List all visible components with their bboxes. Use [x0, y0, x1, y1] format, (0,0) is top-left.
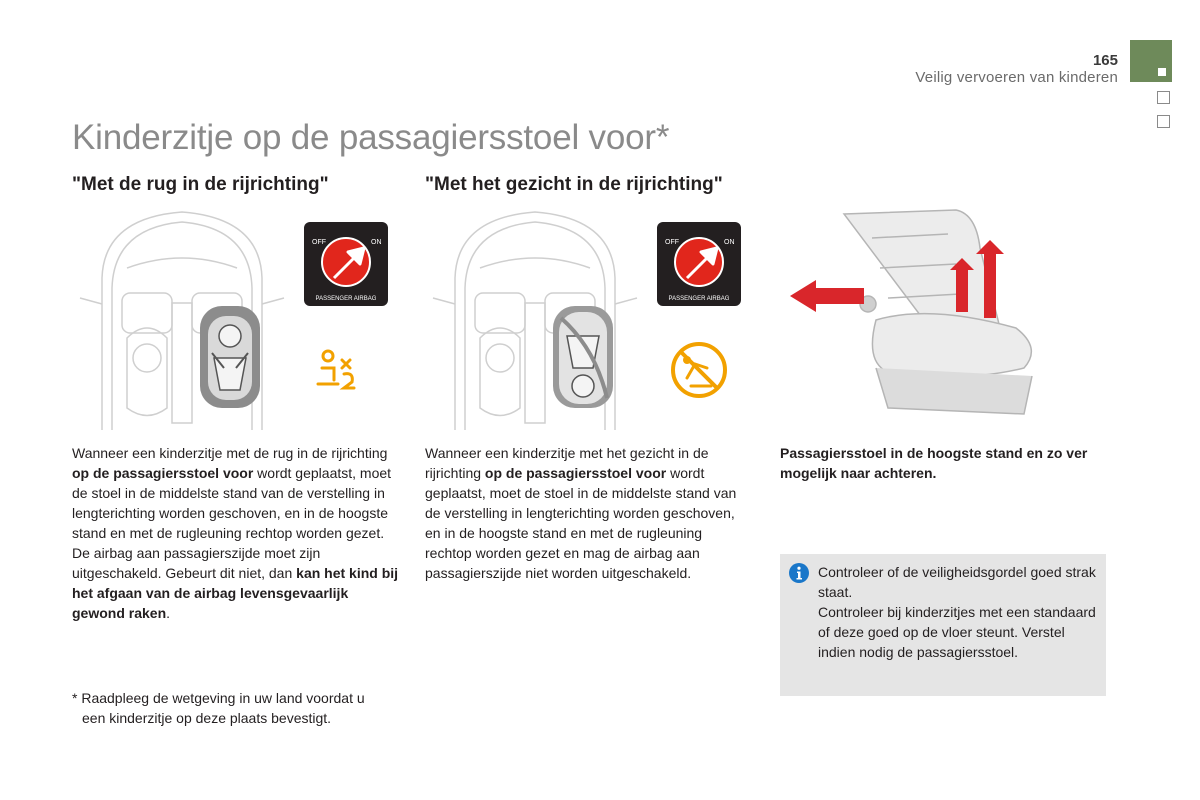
seat-position-caption: Passagiersstoel in de hoogste stand en zo ver mogelijk naar achteren. — [780, 445, 1088, 481]
rear-facing-instructions — [72, 443, 402, 623]
info-icon — [789, 563, 809, 583]
section-heading-rear-facing: "Met de rug in de rijrichting" — [72, 174, 329, 195]
airbag-on-label: ON — [371, 239, 382, 246]
page-title: Kinderzitje op de passagiersstoel voor* — [72, 118, 670, 157]
airbag-disabled-symbol-icon — [318, 351, 354, 388]
illustration-seat-adjustment — [780, 208, 1070, 418]
chapter-tab-box[interactable] — [1157, 91, 1170, 104]
child-seat-rear-icon — [200, 306, 260, 408]
forward-facing-instructions — [425, 443, 750, 583]
info-note-text — [818, 562, 1098, 662]
airbag-on-indicator-icon — [657, 222, 741, 306]
info-note-box — [780, 554, 1106, 696]
airbag-panel-label: PASSENGER AIRBAG — [668, 296, 730, 302]
footnote — [72, 688, 402, 728]
rear-facing-paragraph-1: Wanneer een kinderzitje met de rug in de rijrichting op de passagiersstoel voor wordt geplaatst, moet de stoel in de middelste stand van de verstelling in lengterichting worden geschoven, en in de hoogste stand en met de rugleuning rechtop worden gezet. — [72, 445, 392, 541]
info-note-line-2: Controleer bij kinderzitjes met een standaard of deze goed op de vloer steunt. Verstel indien nodig de passagiersstoel. — [818, 604, 1096, 660]
airbag-prohibited-symbol-icon — [673, 344, 725, 396]
footnote-line-1: * Raadpleeg de wetgeving in uw land voordat u — [72, 690, 365, 706]
page-number: 165 — [1092, 52, 1118, 69]
airbag-panel-label: PASSENGER AIRBAG — [315, 296, 377, 302]
airbag-off-label: OFF — [665, 239, 679, 246]
airbag-on-label: ON — [724, 239, 735, 246]
arrow-backward-icon — [790, 280, 864, 312]
illustration-forward-facing-seat — [425, 208, 755, 430]
info-note-line-1: Controleer of de veiligheidsgordel goed strak staat. — [818, 564, 1096, 600]
tab-marker-icon — [1158, 68, 1166, 76]
section-heading-forward-facing: "Met het gezicht in de rijrichting" — [425, 174, 723, 195]
child-seat-forward-icon — [553, 306, 613, 408]
passenger-seat-icon — [844, 210, 1032, 414]
illustration-rear-facing-seat — [72, 208, 402, 430]
airbag-off-label: OFF — [312, 239, 326, 246]
footnote-line-2: een kinderzitje op deze plaats bevestigt. — [82, 710, 332, 726]
airbag-off-indicator-icon — [304, 222, 388, 306]
rear-facing-paragraph-2: De airbag aan passagierszijde moet zijn uitgeschakeld. Gebeurt dit niet, dan kan het kind bij het afgaan van de airbag levensgevaarlijk gewond raken. — [72, 545, 399, 621]
chapter-title: Veilig vervoeren van kinderen — [915, 69, 1118, 86]
chapter-tab-active[interactable] — [1130, 40, 1172, 82]
forward-facing-paragraph: Wanneer een kinderzitje met het gezicht in de rijrichting op de passagiersstoel voor wordt geplaatst, moet de stoel in de middelste stand van de verstelling in lengterichting worden geschoven, en in de hoogste stand en met de rugleuning rechtop worden gezet en mag de airbag aan passagierszijde niet worden uitgeschakeld. — [425, 445, 737, 581]
chapter-tab-box[interactable] — [1157, 115, 1170, 128]
